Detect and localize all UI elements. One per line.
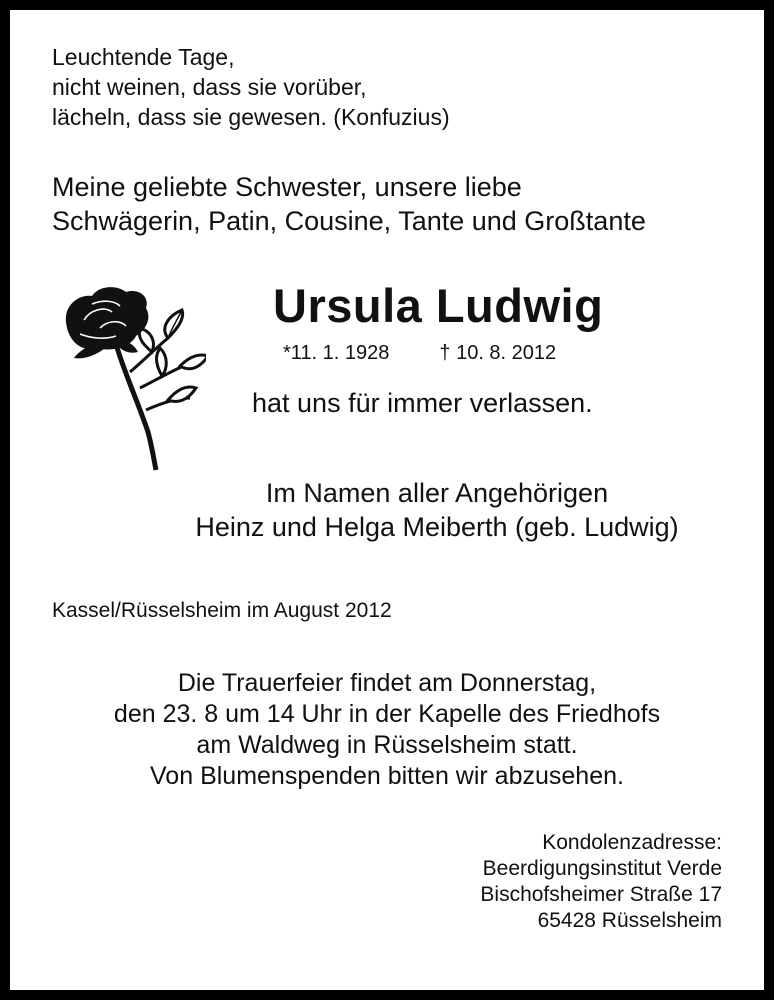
service-line: am Waldweg in Rüsselsheim statt. xyxy=(196,731,578,759)
family-block xyxy=(110,476,764,544)
birth-date: *11. 1. 1928 xyxy=(283,342,390,364)
condolence-line: 65428 Rüsselsheim xyxy=(537,909,722,932)
intro-line: Schwägerin, Patin, Cousine, Tante und Großtante xyxy=(52,206,646,236)
service-line: den 23. 8 um 14 Uhr in der Kapelle des Friedhofs xyxy=(113,700,661,728)
condolence-address xyxy=(480,830,722,934)
quote-line: Leuchtende Tage, xyxy=(52,44,235,70)
service-line: Die Trauerfeier findet am Donnerstag, xyxy=(177,669,597,697)
intro-block xyxy=(52,170,646,238)
quote-line: nicht weinen, dass sie vorüber, xyxy=(52,74,367,100)
service-block xyxy=(10,668,764,792)
condolence-line: Bischofsheimer Straße 17 xyxy=(480,883,722,906)
condolence-line: Kondolenzadresse: xyxy=(542,831,722,854)
condolence-line: Beerdigungsinstitut Verde xyxy=(482,857,722,880)
death-date: † 10. 8. 2012 xyxy=(439,342,557,364)
life-dates xyxy=(283,342,556,365)
quote-block xyxy=(52,42,450,132)
place-date: Kassel/Rüsselsheim im August 2012 xyxy=(52,599,392,622)
family-line: Im Namen aller Angehörigen xyxy=(265,478,609,508)
deceased-name: Ursula Ludwig xyxy=(273,279,604,332)
rose-icon xyxy=(56,282,206,477)
obituary-card xyxy=(10,10,764,990)
quote-line: lächeln, dass sie gewesen. (Konfuzius) xyxy=(52,104,450,130)
service-line: Von Blumenspenden bitten wir abzusehen. xyxy=(150,762,624,790)
announcement: hat uns für immer verlassen. xyxy=(252,388,593,418)
family-line: Heinz und Helga Meiberth (geb. Ludwig) xyxy=(195,512,679,542)
intro-line: Meine geliebte Schwester, unsere liebe xyxy=(52,172,522,202)
